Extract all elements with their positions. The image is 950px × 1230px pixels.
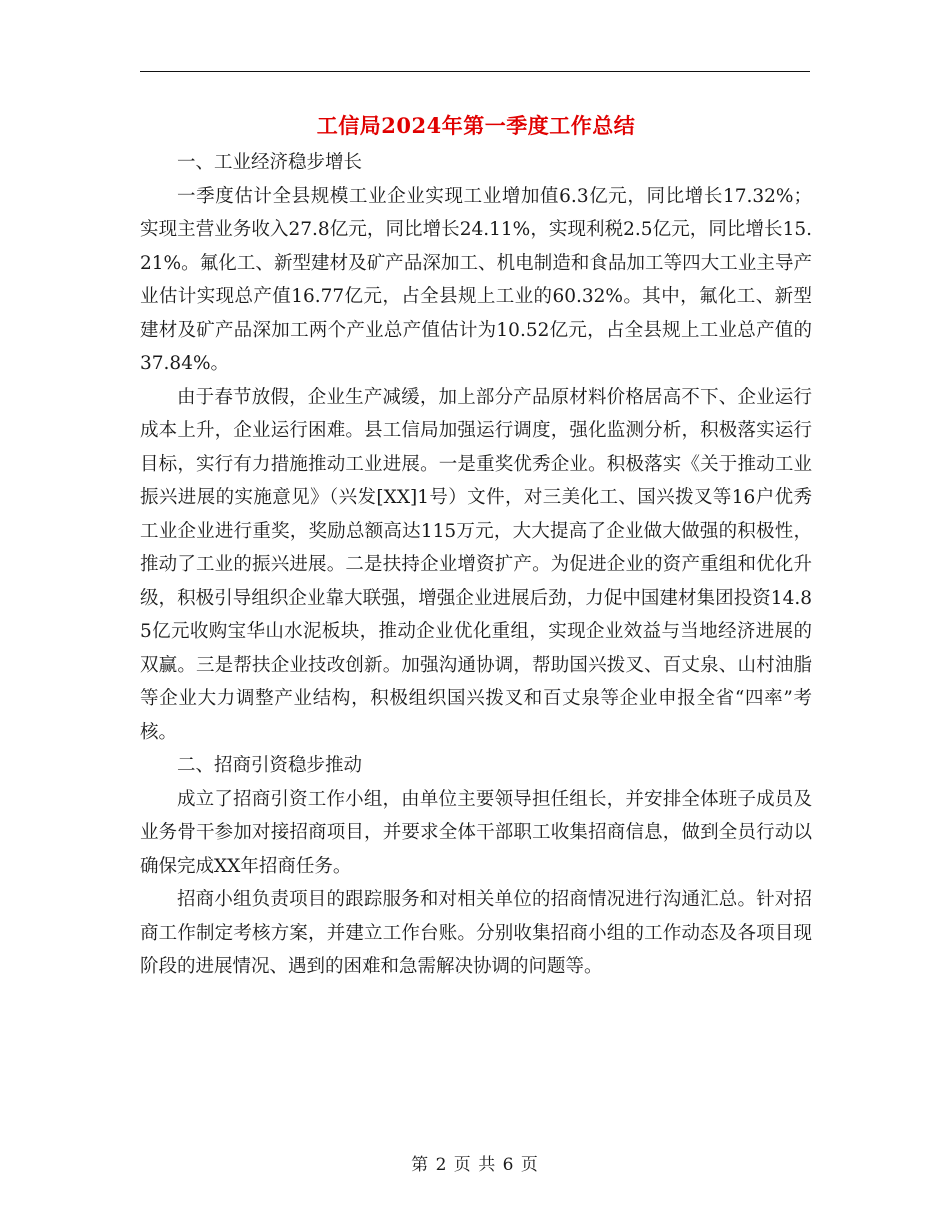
header-rule [140,71,810,72]
paragraph: 一季度估计全县规模工业企业实现工业增加值6.3亿元，同比增长17.32%；实现主营业务收入27.8亿元，同比增长24.11%，实现利税2.5亿元，同比增长15.21%。氟化工、新型建材及矿产品深加工、机电制造和食品加工等四大工业主导产业估计实现总产值16.77亿元，占全县规上工业的60.32%。其中，氟化工、新型建材及矿产品深加工两个产业总产值估计为10.52亿元，占全县规上工业总产值的37.84%。 [140,185,812,374]
paragraph: 招商小组负责项目的跟踪服务和对相关单位的招商情况进行沟通汇总。针对招商工作制定考核方案，并建立工作台账。分别收集招商小组的工作动态及各项目现阶段的进展情况、遇到的困难和急需解决协调的问题等。 [140,889,812,977]
section-heading-1: 一、工业经济稳步增长 [177,152,363,173]
document-body [140,146,812,984]
paragraph: 成立了招商引资工作小组，由单位主要领导担任组长，并安排全体班子成员及业务骨干参加对接招商项目，并要求全体干部职工收集招商信息，做到全员行动以确保完成XX年招商任务。 [140,788,812,877]
document-title: 工信局2024年第一季度工作总结 [316,113,636,138]
document-content [140,106,812,984]
section-heading-2: 二、招商引资稳步推动 [177,755,363,776]
page-number-footer: 第 2 页 共 6 页 [411,1155,539,1175]
paragraph: 由于春节放假，企业生产减缓，加上部分产品原材料价格居高不下、企业运行成本上升，企业运行困难。县工信局加强运行调度，强化监测分析，积极落实运行目标，实行有力措施推动工业进展。一是重奖优秀企业。积极落实《关于推动工业振兴进展的实施意见》（兴发[XX]1号）文件，对三美化工、国兴拨叉等16户优秀工业企业进行重奖，奖励总额高达115万元，大大提高了企业做大做强的积极性，推动了工业的振兴进展。二是扶持企业增资扩产。为促进企业的资产重组和优化升级，积极引导组织企业靠大联强，增强企业进展后劲，力促中国建材集团投资14.85亿元收购宝华山水泥板块，推动企业优化重组，实现企业效益与当地经济进展的双赢。三是帮扶企业技改创新。加强沟通协调，帮助国兴拨叉、百丈泉、山村油脂等企业大力调整产业结构，积极组织国兴拨叉和百丈泉等企业申报全省“四率”考核。 [140,386,812,743]
